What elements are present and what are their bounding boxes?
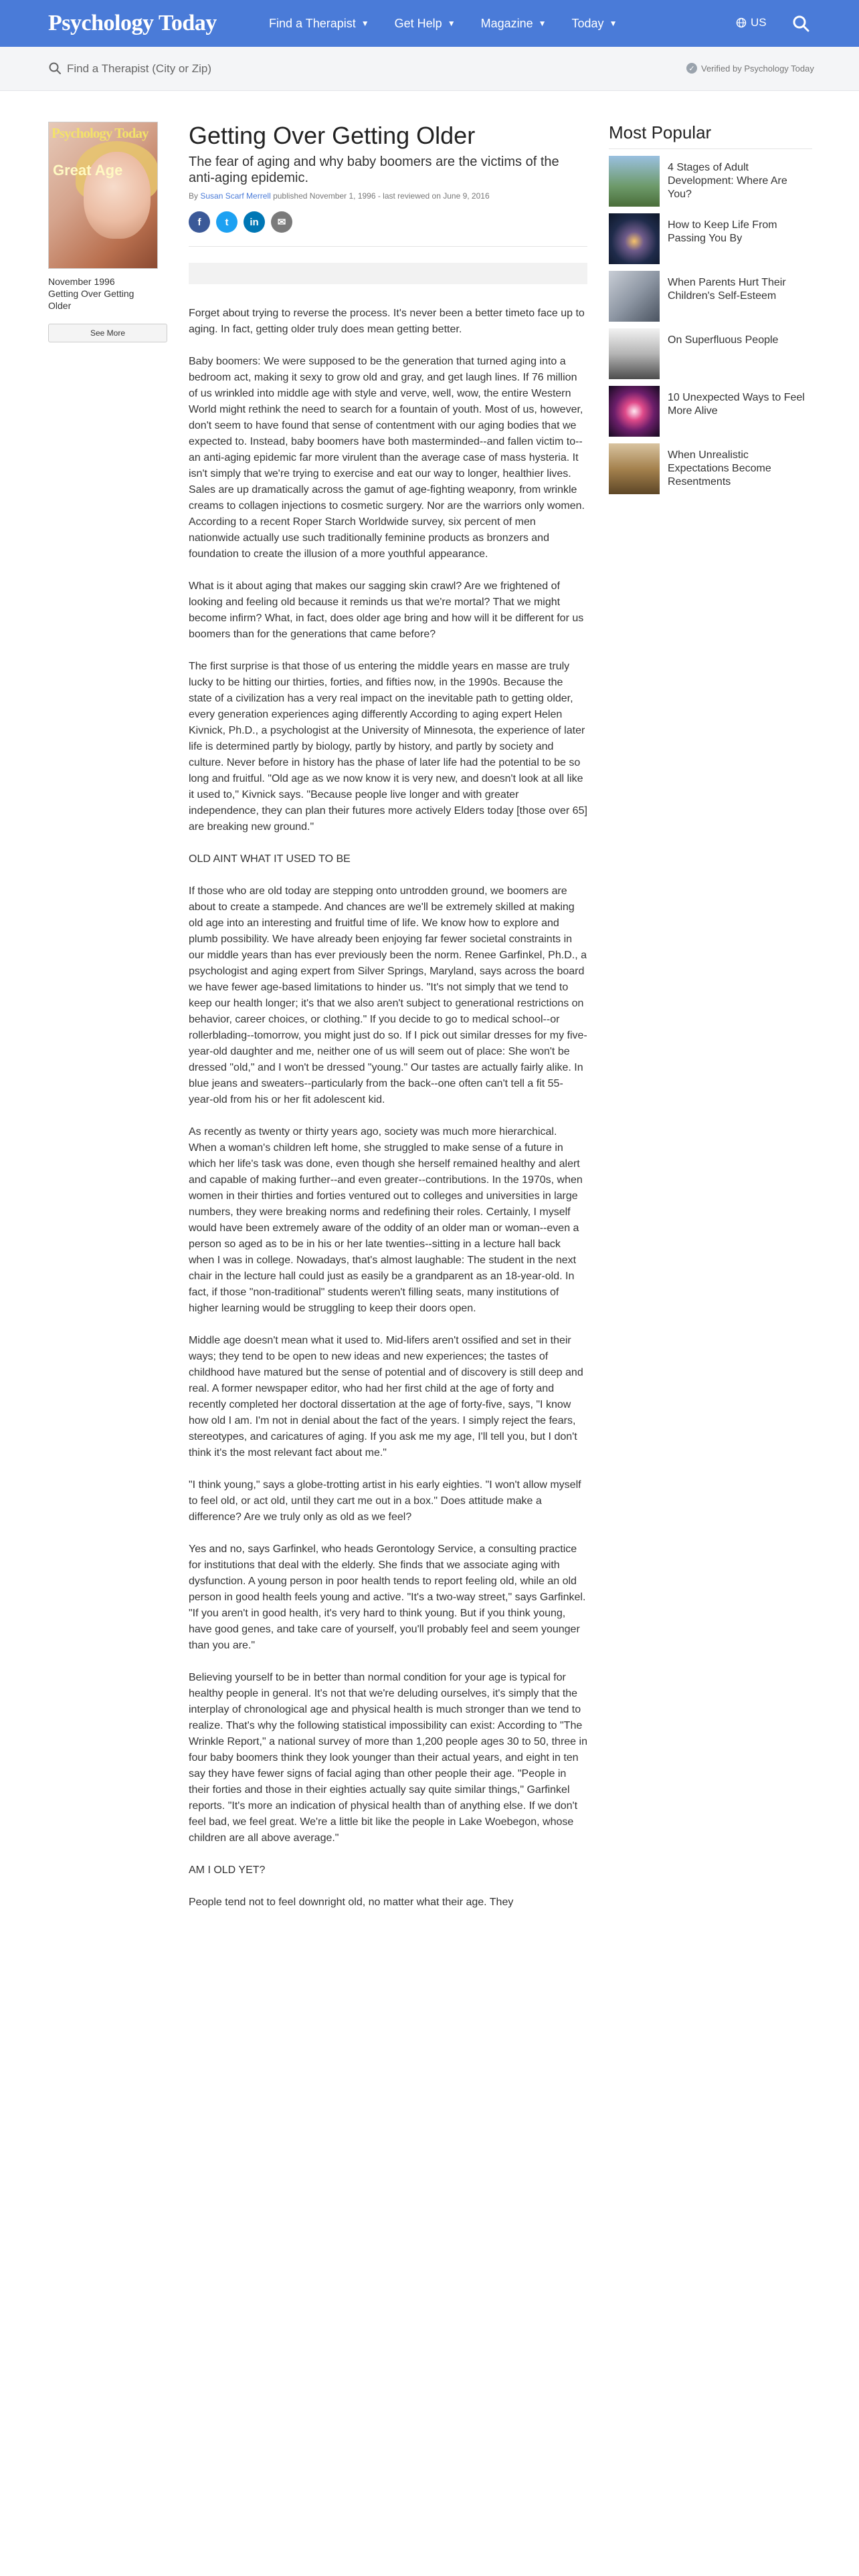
popular-item-title: When Unrealistic Expectations Become Resentments — [668, 449, 771, 488]
nav-find-therapist[interactable] — [269, 17, 369, 31]
section-heading: AM I OLD YET? — [189, 1864, 266, 1876]
search-icon[interactable] — [791, 13, 811, 33]
most-popular-sidebar — [609, 122, 812, 494]
popular-item[interactable] — [609, 443, 812, 494]
chevron-down-icon: ▼ — [609, 19, 617, 28]
chevron-down-icon: ▼ — [538, 19, 547, 28]
popular-item[interactable] — [609, 386, 812, 437]
globe-icon — [736, 17, 747, 28]
checkmark-icon: ✓ — [686, 63, 697, 74]
article-paragraph: If those who are old today are stepping onto untrodden ground, we boomers are about to create a stampede. And chances are we'll be extremely skilled at making old age into an interesting and fruitful time of life. We know how to explore and plumb possibility. We have already been enjoying far fewer societal constraints in our middle years than has ever previously been the norm. Renee Garfinkel, Ph.D., a psychologist and aging expert from Silver Springs, Maryland, says across the board we have fewer age-based limitations to hinder us. "It's not simply that we tend to keep our health longer; it's that we also aren't subject to generational restrictions on behavior, career choices, or clothing." If you decide to go to medical school--or rollerblading--tomorrow, you might just do so. If I pick out similar dresses for my five-year-old daughter and me, neither one of us will seem out of place: She won't be dressed "old," and I won't be dressed "young." Our tastes are actually fairly alike. In blue jeans and sweaters--particularly from the back--one often can't tell a fit 55-year-old from his or her fit adolescent kid. — [189, 885, 587, 1105]
article-paragraph: Forget about trying to reverse the process. It's never been a better timeto face up to aging. In fact, getting older truly does mean getting better. — [189, 308, 585, 335]
most-popular-title: Most Popular — [609, 122, 712, 142]
popular-item-title: 4 Stages of Adult Development: Where Are You? — [668, 162, 787, 200]
issue-date: November 1996 — [48, 276, 115, 287]
nav-item-label: Get Help — [394, 16, 442, 30]
magazine-cover-image[interactable] — [48, 122, 158, 269]
popular-item-title: How to Keep Life From Passing You By — [668, 219, 777, 244]
article-paragraph: People tend not to feel downright old, no matter what their age. They — [189, 1897, 514, 1908]
popular-thumbnail — [609, 328, 660, 379]
chevron-down-icon: ▼ — [447, 19, 456, 28]
therapist-search-input[interactable] — [67, 58, 468, 80]
facebook-share-button[interactable]: f — [189, 211, 210, 233]
chevron-down-icon: ▼ — [361, 19, 369, 28]
twitter-share-button[interactable]: t — [216, 211, 237, 233]
share-buttons — [189, 211, 587, 233]
cover-blurb: Great Age — [53, 162, 123, 179]
nav-item-label: Find a Therapist — [269, 16, 356, 30]
issue-title: Getting Over Getting Older — [48, 288, 134, 311]
article-paragraph: As recently as twenty or thirty years ago, society was much more hierarchical. When a woman's children left home, she struggled to make sense of a future in which her life's task was done, even though she herself remained healthy and alert and capable of making further--and even greater--contributions. In the 1970s, when women in their thirties and forties ventured out to colleges and universities in large numbers, they were breaking norms and redefining their roles. Certainly, I myself would have been extremely aware of the oddity of an older man or woman--even a person so aged as to be in his or her late twenties--sitting in a lecture hall back when I was in college. Nowadays, that's almost laughable: The student in the next chair in the lecture hall could just as easily be a grandparent as an 18-year-old. In fact, if those "non-traditional" students weren't filling seats, many institutions of higher learning would be struggling to keep their doors open. — [189, 1126, 583, 1314]
popular-thumbnail — [609, 443, 660, 494]
byline-dates: published November 1, 1996 - last reviewed on June 9, 2016 — [273, 191, 490, 201]
nav-item-label: Magazine — [480, 16, 533, 30]
locale-selector[interactable] — [736, 16, 767, 29]
see-more-button[interactable]: See More — [48, 324, 167, 342]
section-heading: OLD AINT WHAT IT USED TO BE — [189, 853, 351, 865]
site-logo[interactable]: Psychology Today — [48, 11, 217, 35]
locale-label: US — [751, 16, 767, 29]
divider — [189, 246, 587, 247]
popular-item[interactable] — [609, 213, 812, 264]
popular-item[interactable] — [609, 156, 812, 207]
author-link[interactable]: Susan Scarf Merrell — [200, 191, 271, 201]
article-paragraph: Middle age doesn't mean what it used to. Mid-lifers aren't ossified and set in their ways; they tend to be open to new ideas and new experiences; the tastes of childhood have matured but the sense of potential and of discovery is still deep and real. A former newspaper editor, who had her first child at the age of forty and recently completed her doctoral dissertation at the age of forty-five, says, "I know how old I am. I'm not in denial about the fact of the years. I simply reject the fears, stereotypes, and caricatures of aging. If you ask me my age, I'll tell you, but I don't think it's the most relevant fact about me." — [189, 1335, 583, 1459]
cover-masthead: Psychology Today — [52, 125, 149, 141]
linkedin-share-button[interactable]: in — [244, 211, 265, 233]
article-body — [189, 306, 587, 1911]
therapist-search-bar — [0, 47, 859, 91]
verified-label: Verified by Psychology Today — [701, 63, 814, 74]
popular-thumbnail — [609, 213, 660, 264]
nav-item-label: Today — [571, 16, 604, 30]
email-share-button[interactable]: ✉ — [271, 211, 292, 233]
popular-item[interactable] — [609, 328, 812, 379]
byline-prefix: By — [189, 191, 199, 201]
popular-item[interactable] — [609, 271, 812, 322]
nav-get-help[interactable] — [395, 17, 456, 31]
popular-item-title: On Superfluous People — [668, 334, 779, 346]
article-title: Getting Over Getting Older — [189, 122, 476, 149]
article-paragraph: Yes and no, says Garfinkel, who heads Gerontology Service, a consulting practice for institutions that deal with the elderly. She finds that we associate aging with dysfunction. A young person in poor health tends to report feeling old, while an old person in good health feels young and active. "It's a two-way street," says Garfinkel. "If you aren't in good health, it's very hard to think young. But if you think young, have good genes, and take care of yourself, you'll probably feel and seem younger than you are." — [189, 1543, 586, 1651]
popular-item-title: When Parents Hurt Their Children's Self-Esteem — [668, 277, 786, 302]
verified-badge — [686, 63, 814, 74]
nav-today[interactable] — [572, 17, 617, 31]
article-paragraph: Baby boomers: We were supposed to be the generation that turned aging into a bedroom act, making it sexy to grow old and gray, and get laugh lines. If 76 million of us wrinkled into middle age with style and verve, well, wow, the entire Western World might rethink the need to search for a fountain of youth. Most of us, however, don't seem to have found that sense of contentment with our aging bodies that we expected to. Instead, baby boomers have both masterminded--and fallen victim to--an anti-aging epidemic far more virulent than the average case of mass hysteria. It isn't simply that we're trying to exercise and eat our way to longer, healthier lives. Sales are up dramatically across the gamut of age-fighting weaponry, from wrinkle creams to collagen injections to cosmetic surgery. Nor are the warriors only women. According to a recent Roper Starch Worldwide survey, six percent of men nationwide actually use such traditionally feminine products as bronzers and foundation to create the illusion of a more youthful appearance. — [189, 356, 585, 560]
article — [189, 122, 587, 1927]
popular-thumbnail — [609, 156, 660, 207]
nav-magazine[interactable] — [481, 17, 547, 31]
ad-placeholder — [189, 263, 587, 284]
article-subtitle: The fear of aging and why baby boomers are the victims of the anti-aging epidemic. — [189, 154, 559, 185]
divider — [609, 148, 812, 149]
top-navigation-bar — [0, 0, 859, 47]
article-paragraph: The first surprise is that those of us entering the middle years en masse are truly lucky to be hitting our thirties, forties, and fifties now, in the 1990s. Because the state of a civilization has a very real impact on the inevitable path to getting older, every generation experiences aging differently According to aging expert Helen Kivnick, Ph.D., a psychologist at the University of Minnesota, the experience of later life is determined partly by biology, partly by history, and partly by society and culture. Never before in history has the phase of later life had the potential to be so long and fruitful. "Old age as we now know it is very new, and doesn't look at all like it used to," Kivnick says. "Because people live longer and with greater independence, they can plan their futures more actively Elders today [those over 65] are breaking new ground." — [189, 661, 587, 833]
article-paragraph: "I think young," says a globe-trotting artist in his early eighties. "I won't allow myself to feel old, or act old, until they cart me out in a box." Does attitude make a difference? Are we truly only as old as we feel? — [189, 1479, 581, 1523]
article-paragraph: Believing yourself to be in better than normal condition for your age is typical for healthy people in general. It's not that we're deluding ourselves, it's simply that the interplay of chronological age and physical health is much stronger than we tend to realize. That's why the following statistical impossibility can exist: According to "The Wrinkle Report," a national survey of more than 1,200 people ages 30 to 50, three in four baby boomers think they look younger than their actual years, and eight in ten say they have fewer signs of facial aging than other people their age. "People in their forties and those in their eighties actually say quite similar things," Garfinkel reports. "It's more an indication of physical health than of anything else. If we don't feel bad, we feel great. We're a little bit like the people in Lake Woebegon, whose children are all above average." — [189, 1672, 587, 1844]
search-icon — [48, 62, 62, 75]
popular-thumbnail — [609, 271, 660, 322]
article-paragraph: What is it about aging that makes our sagging skin crawl? Are we frightened of looking and feeling old because it reminds us that we're mortal? That we might become infirm? What, in fact, does older age bring and how will it be different for us boomers than for the generations that came before? — [189, 580, 584, 640]
article-byline — [189, 191, 587, 201]
popular-item-title: 10 Unexpected Ways to Feel More Alive — [668, 392, 805, 417]
main-nav — [269, 0, 617, 47]
popular-thumbnail — [609, 386, 660, 437]
